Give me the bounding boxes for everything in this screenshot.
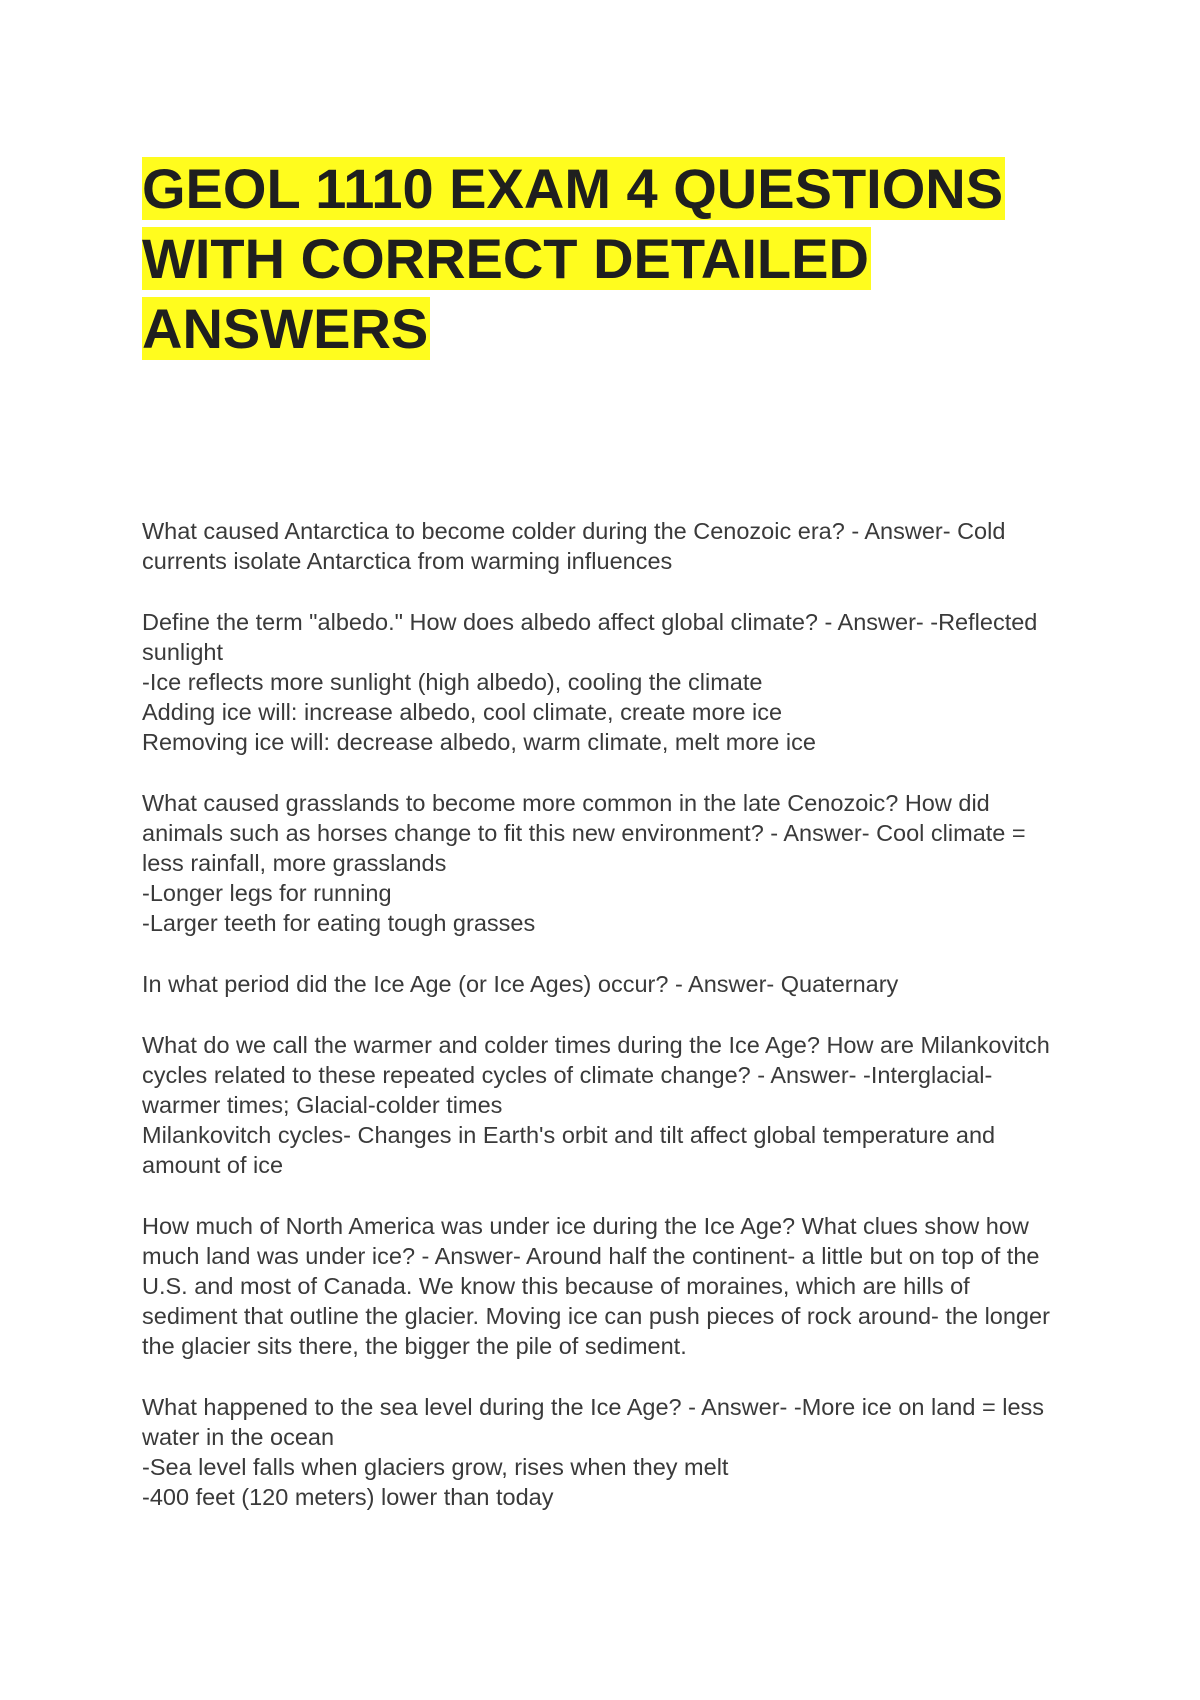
qa-text-line: sunlight — [142, 639, 223, 665]
document-title — [142, 154, 1042, 364]
qa-text-line: warmer times; Glacial-colder times — [142, 1092, 503, 1118]
qa-item — [142, 607, 1062, 757]
qa-text-line: What happened to the sea level during the Ice Age? - Answer- -More ice on land = less — [142, 1394, 1045, 1420]
qa-text-line: Milankovitch cycles- Changes in Earth's orbit and tilt affect global temperature and — [142, 1122, 996, 1148]
qa-text-line: U.S. and most of Canada. We know this because of moraines, which are hills of — [142, 1273, 970, 1299]
qa-text-line: What caused grasslands to become more common in the late Cenozoic? How did — [142, 790, 990, 816]
title-line-3: ANSWERS — [142, 297, 429, 360]
qa-text-line: -400 feet (120 meters) lower than today — [142, 1484, 554, 1510]
qa-item — [142, 969, 1062, 999]
qa-item — [142, 516, 1062, 576]
qa-text-line: What do we call the warmer and colder times during the Ice Age? How are Milankovitch — [142, 1032, 1050, 1058]
qa-text-line: cycles related to these repeated cycles of climate change? - Answer- -Interglacial- — [142, 1062, 993, 1088]
qa-text-line: Removing ice will: decrease albedo, warm climate, melt more ice — [142, 729, 816, 755]
qa-text-line: animals such as horses change to fit this new environment? - Answer- Cool climate = — [142, 820, 1026, 846]
qa-text-line: amount of ice — [142, 1152, 284, 1178]
qa-text-line: currents isolate Antarctica from warming influences — [142, 548, 673, 574]
qa-text-line: -Sea level falls when glaciers grow, rises when they melt — [142, 1454, 729, 1480]
qa-text-line: In what period did the Ice Age (or Ice Ages) occur? - Answer- Quaternary — [142, 971, 899, 997]
qa-text-line: Define the term "albedo." How does albedo affect global climate? - Answer- -Reflected — [142, 609, 1038, 635]
title-line-2: WITH CORRECT DETAILED — [142, 227, 869, 290]
qa-text-line: water in the ocean — [142, 1424, 335, 1450]
qa-text-line: -Longer legs for running — [142, 880, 392, 906]
qa-text-line: Adding ice will: increase albedo, cool climate, create more ice — [142, 699, 783, 725]
qa-text-line: What caused Antarctica to become colder during the Cenozoic era? - Answer- Cold — [142, 518, 1006, 544]
qa-item — [142, 1030, 1062, 1180]
qa-text-line: How much of North America was under ice during the Ice Age? What clues show how — [142, 1213, 1029, 1239]
qa-text-line: -Ice reflects more sunlight (high albedo), cooling the climate — [142, 669, 763, 695]
qa-item — [142, 788, 1062, 938]
qa-text-line: much land was under ice? - Answer- Around half the continent- a little but on top of the — [142, 1243, 1040, 1269]
qa-item — [142, 1392, 1062, 1512]
qa-text-line: sediment that outline the glacier. Moving ice can push pieces of rock around- the longer — [142, 1303, 1050, 1329]
qa-text-line: the glacier sits there, the bigger the pile of sediment. — [142, 1333, 687, 1359]
qa-text-line: -Larger teeth for eating tough grasses — [142, 910, 536, 936]
title-line-1: GEOL 1110 EXAM 4 QUESTIONS — [142, 157, 1004, 220]
qa-item — [142, 1211, 1062, 1361]
qa-list — [142, 516, 1062, 1512]
qa-text-line: less rainfall, more grasslands — [142, 850, 447, 876]
